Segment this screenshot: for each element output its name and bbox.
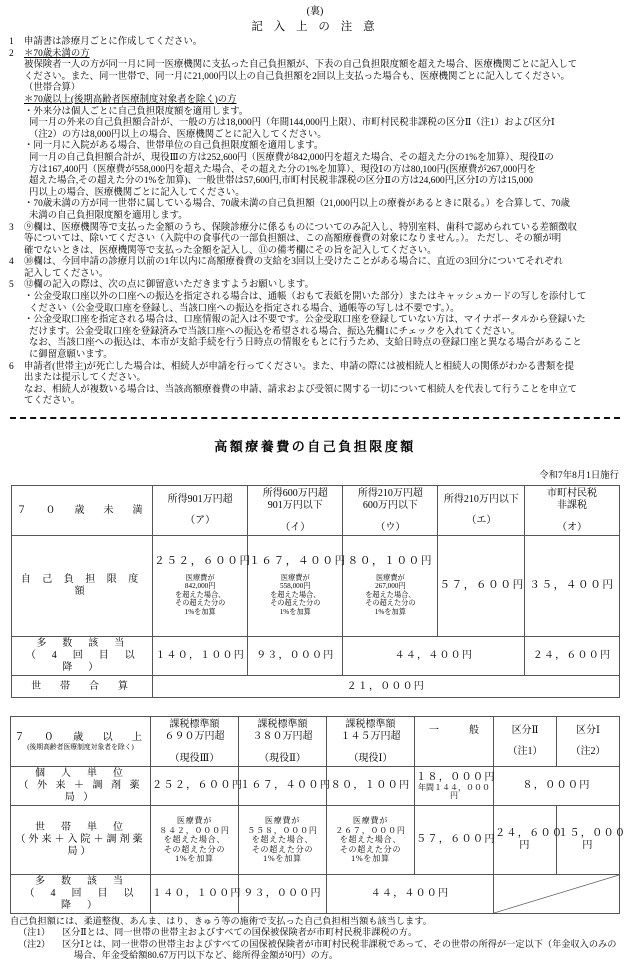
instruction-number: 6 — [9, 361, 14, 372]
cell-note: 医療費が ５５８，０００円 を超えた場合、 その超えた分の 1%を加算 — [247, 816, 318, 864]
instruction-item — [6, 37, 622, 49]
column-header-title: 区分Ⅱ — [511, 724, 539, 736]
cell-amount: １６７，４００円 — [240, 780, 332, 791]
document-page — [0, 6, 630, 961]
column-header-kana: （注1） — [507, 746, 543, 758]
row-group-label-main: ７ ０ 歳 以 上 — [14, 731, 147, 743]
column-header-kana: （オ） — [556, 521, 587, 533]
cell-note: 医療費が ８４２，０００円 を超えた場合、 その超えた分の 1%を加算 — [159, 816, 230, 864]
bullet-dot-icon: ・ — [24, 141, 34, 152]
table-cell: ４４，４００円 — [343, 637, 525, 676]
instruction-text: ください（公金受取口座を登録し、当該口座への振込を指定される場合、通帳等の写しは不要です。）。 — [29, 303, 460, 314]
footnote-text: 区分Ⅰとは、同一世帯の世帯主およびすべての国保被保険者が市町村民税非課税であって、その世帯の所得が一定以下（年金収入のみの — [62, 938, 617, 949]
column-header-title: 課税標準額 ３８０万円超 — [252, 718, 313, 742]
row-group-label-sub: (後期高齢者医療制度対象者を除く) — [27, 743, 134, 751]
instruction-text: 同一月の自己負担額合計が、現役Ⅲの方は252,600円（医療費が842,000円を超えた場合、その超えた分の1%を加算）、現役Ⅱの — [29, 152, 554, 163]
table-cell — [153, 536, 252, 637]
table-cell — [494, 767, 620, 806]
table-cell — [239, 806, 327, 875]
column-header-title: 区分Ⅰ — [576, 724, 600, 736]
row-label: 多 数 該 当 （ 4 回 目 以 降 ） — [11, 875, 151, 914]
row-group-label — [11, 717, 151, 767]
instruction-number: 5 — [9, 280, 14, 291]
bullet-dot-icon: ・ — [24, 106, 34, 117]
instruction-text: 記入してください。 — [24, 268, 109, 279]
diagonal-strike-icon — [494, 875, 619, 913]
table-cell: ２４，６００円 — [525, 637, 619, 676]
instruction-text: 70歳未満の方が同一世帯に属している場合、70歳未満の自己負担額（21,000円以上の療養があるときに限る。）を合算して、70歳 — [33, 199, 570, 210]
bullet-dot-icon: ・ — [24, 315, 34, 326]
column-header-kana: （エ） — [466, 515, 497, 527]
cut-line-divider — [10, 417, 620, 419]
column-header-title: 課税標準額 ６９０万円超 — [164, 718, 225, 742]
table-header-row — [11, 486, 619, 536]
footnote-item — [10, 927, 622, 938]
table-header-row — [11, 717, 620, 767]
column-header — [153, 486, 248, 536]
instruction-text: だけます。公金受取口座を登録済みで当該口座への振込を希望される場合、振込先欄1にチェックを入れてください。 — [29, 326, 521, 337]
table-under-70 — [11, 485, 620, 698]
page-side-mark: (裏) — [306, 6, 324, 17]
cell-amount: ２４，６００ 円 — [495, 828, 564, 851]
column-header-title: 市町村民税 非課税 — [546, 487, 597, 511]
table-cell: ２１，０００円 — [153, 676, 619, 698]
column-header — [557, 717, 620, 767]
table-cell — [557, 806, 627, 875]
instruction-text: 方は167,400円（医療費が558,000円を超えた場合、その超えた分の1%を加算）、現役Ⅰの方は80,100円(医療費が267,000円を — [29, 164, 536, 175]
instruction-text: （世帯合算） — [24, 83, 81, 94]
instruction-number: 2 — [9, 48, 14, 59]
instruction-bullet — [6, 315, 622, 327]
row-group-label: ７ ０ 歳 未 満 — [11, 486, 153, 536]
column-header — [525, 486, 619, 536]
column-header-kana: （イ） — [280, 521, 311, 533]
instruction-bullet — [6, 107, 622, 119]
instruction-number: 1 — [9, 37, 14, 47]
instruction-item — [6, 257, 622, 269]
instruction-text: 申請者(世帯主)が死亡した場合は、相続人が申請を行ってください。また、申請の際には被相続人と相続人の関係がわかる書類を提 — [24, 361, 574, 372]
cell-amount: ５７，６００円 — [416, 834, 496, 845]
table-cell — [415, 767, 494, 806]
footnote-tag: （注1） — [18, 927, 51, 938]
instruction-number: 4 — [9, 257, 14, 268]
instruction-bullet — [6, 141, 622, 153]
instruction-text: なお、当該口座への振込は、本市が支給手続を行う日時点の情報をもとに行うため、支給日時点の登録口座と異なる場合があること — [29, 338, 582, 349]
table-cell: １４０，１００円 — [151, 875, 239, 914]
column-header-kana: （ウ） — [375, 521, 406, 533]
table-cell: ９３，０００円 — [248, 637, 343, 676]
row-label: 個 人 単 位 （ 外 来 ＋ 調 剤 薬 局 ） — [11, 767, 151, 806]
cell-amount: １６７，４００円 — [249, 555, 347, 567]
cell-amount-sub: 年間１４４，０００円 — [418, 783, 490, 800]
table-cell — [438, 536, 525, 637]
instruction-text: 円以上の場合、医療機関ごとに記入してください。 — [29, 187, 245, 198]
cell-amount: ３５，４００円 — [529, 580, 615, 591]
instruction-text: ⑩欄は、今回申請の診療月以前の1年以内に高額療養費の支給を3回以上受けたことがある場合に、直近の3回分についてそれぞれ — [24, 257, 563, 268]
footnote-tag: （注2） — [18, 938, 51, 949]
table-row — [11, 536, 619, 637]
instruction-text: 超えた場合,その超えた分の1%を加算)、一般世帯は57,600円,市町村民税非課税の区分Ⅱの方は24,600円,区分Ⅰの方は15,000 — [29, 176, 533, 187]
table-cell — [248, 536, 347, 637]
column-header-title: 課税標準額 １４５万円超 — [340, 718, 401, 742]
column-header-kana: （現役Ⅱ） — [259, 752, 306, 764]
table-cell: ４４，４００円 — [327, 875, 494, 914]
instruction-text: てください。 — [24, 396, 81, 407]
row-label: 多 数 該 当 （ 4 回 目 以 降 ） — [11, 637, 153, 676]
column-header — [248, 486, 343, 536]
table-row — [11, 806, 620, 875]
instruction-item — [6, 362, 622, 374]
cell-amount: ８，０００円 — [522, 780, 591, 791]
column-header-title: 所得901万円超 — [167, 493, 233, 505]
column-header — [438, 486, 525, 536]
column-header-title: 一 般 — [429, 724, 479, 736]
cell-amount: ２５２，６００円 — [154, 555, 252, 567]
cell-amount: ５７，６００円 — [439, 580, 525, 591]
bullet-dot-icon: ・ — [24, 199, 34, 210]
instruction-text: なお、相続人が複数いる場合は、当該高額療養費の申請、請求および受領に関する一切について相続人を代表して行うことを申立て — [24, 384, 577, 395]
footnote-text: 場合、年金受給額80.67万円以下など、総所得金額が0円）の方。 — [74, 950, 339, 961]
column-header-kana: （現役Ⅰ） — [348, 752, 393, 764]
column-header-title: 所得210万円以下 — [443, 493, 519, 505]
instruction-text: 公金受取口座を指定される場合は、口座情報の記入は不要です。公金受取口座を登録していない方は、マイナポータルから登録いた — [33, 315, 586, 326]
footnotes-block — [0, 914, 630, 962]
table-cell — [327, 806, 415, 875]
enforcement-date: 令和7年8月1日施行 — [539, 471, 619, 481]
cell-note: 医療費が ２６７，０００円 を超えた場合、 その超えた分の 1%を加算 — [335, 816, 406, 864]
row-label: 自 己 負 担 限 度 額 — [11, 536, 153, 637]
cell-amount: ８０，１００円 — [330, 780, 411, 791]
column-header — [327, 717, 415, 767]
instruction-text: 同一月の外来の自己負担額合計が、一般の方は18,000円（年間144,000円上限）、市町村民税非課税の区分Ⅱ（注1）および区分Ⅰ — [29, 118, 555, 129]
table-cell: ９３，０００円 — [239, 875, 327, 914]
instruction-item — [6, 223, 622, 235]
column-header-title: 所得600万円超 901万円以下 — [262, 487, 328, 511]
table-row — [11, 676, 619, 698]
column-header-title: 所得210万円超 600万円以下 — [357, 487, 423, 511]
table-cell — [327, 767, 415, 806]
instruction-text: ＊70歳以上(後期高齢者医療制度対象者を除く)の方 — [24, 94, 237, 105]
row-label: 世 帯 合 算 — [11, 676, 153, 698]
table-cell — [343, 536, 438, 637]
column-header-kana: （現役Ⅲ） — [169, 752, 220, 764]
table-cell: １４０，１００円 — [153, 637, 248, 676]
instruction-text: 確でないときは、医療機関等で支払った金額を記入し、⑪の備考欄にその旨を記入してください。 — [24, 245, 437, 256]
bullet-dot-icon: ・ — [24, 292, 34, 303]
table-cell — [151, 806, 239, 875]
cell-amount: １５，０００ 円 — [558, 828, 627, 851]
column-header — [415, 717, 494, 767]
table-cell-not-applicable — [494, 875, 620, 914]
cell-amount: ２５２，６００円 — [152, 780, 244, 791]
column-header — [494, 717, 557, 767]
instruction-text: ください。また、同一世帯で、同一月に21,000円以上の自己負担額を2回以上支払った場合も、医療機関ごとに記入してください。 — [24, 71, 570, 82]
instruction-text: 出または提示してください。 — [24, 373, 146, 384]
column-header — [151, 717, 239, 767]
column-header — [239, 717, 327, 767]
instruction-text: 未満の自己負担限度額を適用します。 — [29, 210, 188, 221]
instruction-bullet — [6, 292, 622, 304]
footnote-text: 区分Ⅱとは、同一世帯の世帯主およびすべての国保被保険者が市町村民税非課税の方。 — [62, 927, 418, 938]
cell-amount: ８０，１００円 — [347, 555, 434, 567]
footnote-item — [10, 939, 622, 950]
instruction-text: 等については、除いてください（入院中の食事代の一部負担額は、この高額療養費の対象になりません。）。 ただし、その額が明 — [24, 234, 562, 245]
instruction-text: 外来分は個人ごとに自己負担限度額を適用します。 — [33, 106, 249, 117]
instruction-number: 3 — [9, 222, 14, 233]
table-cell — [151, 767, 244, 806]
instruction-item — [6, 280, 622, 292]
table-over-70 — [10, 716, 627, 914]
instruction-text: に御留意願います。 — [29, 350, 113, 361]
column-header — [343, 486, 438, 536]
cell-amount: １８，０００円 — [416, 772, 496, 783]
cell-note: 医療費が 558,000円 を超えた場合、 その超えた分の 1%を加算 — [270, 573, 321, 616]
instruction-text: ⑫欄の記入の際は、次の点に御留意いただきますようお願いします。 — [24, 280, 314, 291]
table-cell — [525, 536, 619, 637]
table-cell — [494, 806, 564, 875]
table-cell — [239, 767, 332, 806]
instruction-text: 同一月に入院がある場合、世帯単位の自己負担限度額を適用します。 — [33, 141, 324, 152]
instruction-text: 公金受取口座以外の口座への振込を指定される場合は、通帳（おもて表紙を開いた部分）またはキャッシュカードの写しを添付して — [33, 292, 587, 303]
instruction-item — [6, 49, 622, 61]
column-header-kana: （注2） — [570, 746, 606, 758]
table-cell — [415, 806, 494, 875]
instruction-bullet — [6, 199, 622, 211]
footnote-lead: 自己負担額には、柔道整復、あんま、はり、きゅう等の施術で支払った自己負担相当額も該当します。 — [10, 916, 432, 926]
instruction-text: ⑨欄は、医療機関等で支払った金額のうち、保険診療分に係るものについてのみ記入し、特別室料、歯科で認められている差額徴収 — [24, 222, 577, 233]
table-row — [11, 767, 620, 806]
instruction-text: （注2）の方は8,000円以上の場合、医療機関ごとに記入してください。 — [29, 129, 327, 140]
page-title: 記 入 上 の 注 意 — [251, 21, 379, 33]
cell-note: 医療費が 267,000円 を超えた場合、 その超えた分の 1%を加算 — [365, 573, 416, 616]
table-row — [11, 637, 619, 676]
instruction-text: ＊70歳未満の方 — [24, 48, 90, 59]
table-section-title: 高額療養費の自己負担限度額 — [214, 439, 416, 454]
row-label: 世 帯 単 位 （外来＋入院＋調剤薬局） — [11, 806, 151, 875]
column-header-kana — [416, 746, 492, 758]
instructions-list — [0, 37, 630, 408]
column-header-kana: （ア） — [185, 515, 216, 527]
instruction-text: 被保険者一人の方が同一月に同一医療機関に支払った自己負担額が、下表の自己負担限度額を超えた場合、医療機関ごとに記入して — [24, 60, 578, 71]
instruction-text: 申請書は診療月ごとに作成してください。 — [24, 37, 203, 47]
cell-note: 医療費が 842,000円 を超えた場合、 その超えた分の 1%を加算 — [175, 573, 226, 616]
table-row — [11, 875, 620, 914]
